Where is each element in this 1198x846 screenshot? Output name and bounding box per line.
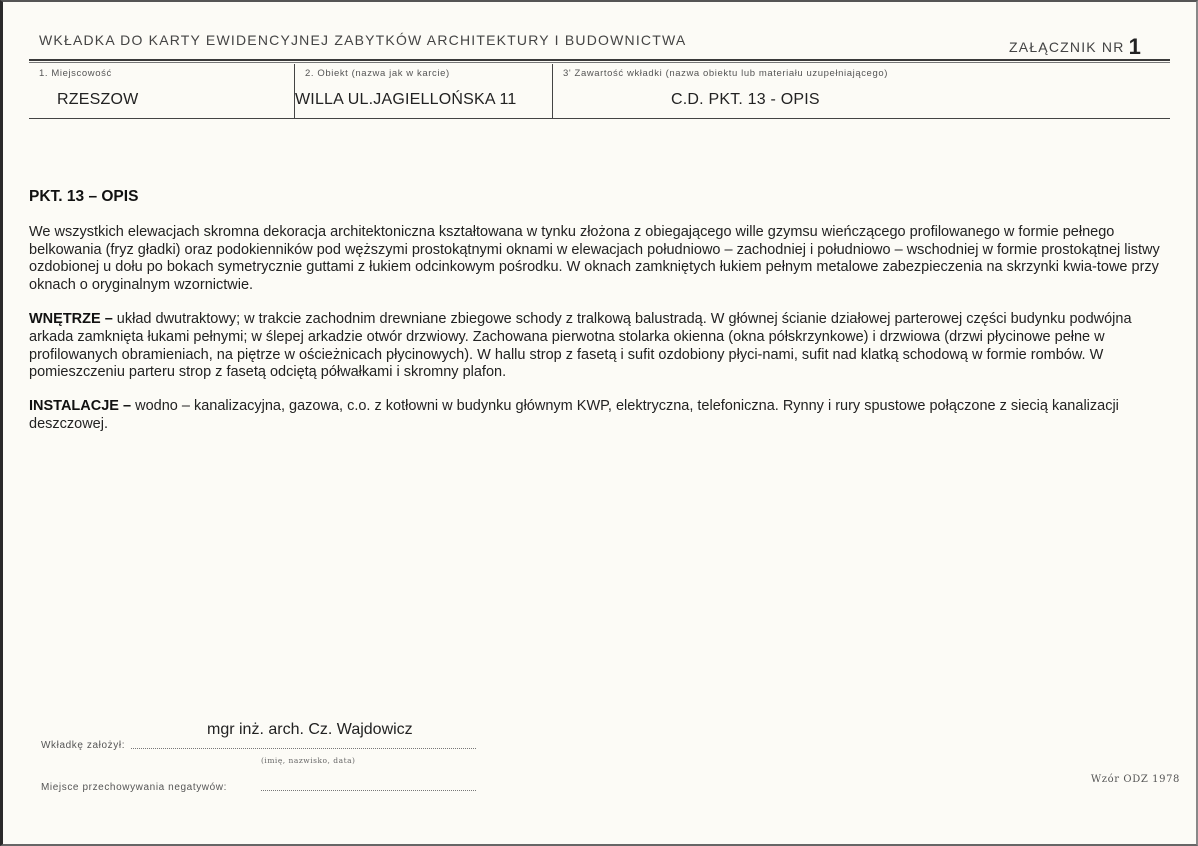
interior-heading: WNĘTRZE –	[29, 310, 113, 327]
content-label: 3' Zawartość wkładki (nazwa obiektu lub materiału uzupełniającego)	[563, 68, 888, 79]
locality-value: RZESZOW	[57, 91, 139, 108]
header-rule	[29, 59, 1170, 61]
locality-label: 1. Miejscowość	[39, 68, 112, 79]
paragraph-elevations: We wszystkich elewacjach skromna dekoracja architektoniczna kształtowana w tynku złożona z obiegającego wille gzymsu wieńczącego profilowanego w formie pełnego belkowania (fryz gładki) oraz podokienników pod węższymi prostokątnymi oknami w elewacjach południowo – zachodniej i południowo – wschodniej w formie prostokątnej listwy ozdobionej u dołu po bokach symetrycznie guttami z łukiem odcinkowym pośrodku. W oknach zamkniętych łukiem pełnym metalowe zabezpieczenia na skrzynki kwia-towe przy oknach o oryginalnym wzornictwie.	[29, 223, 1160, 294]
interior-text: układ dwutraktowy; w trakcie zachodnim drewniane zbiegowe schody z tralkową balustradą. W głównej ścianie działowej parterowej części budynku podwójna arkada zamknięta łukami pełnymi; w ślepej arkadzie otwór drzwiowy. Zachowana pierwotna stolarka okienna (okna półskrzynkowe) i drzwiowa (drzwi płycinowe pełne w profilowanych obramieniach, na piętrze w ościeżnicach płycinowych). W hallu strop z fasetą i sufit ozdobiony płyci-nami, sufit nad klatką schodową w formie rombów. W pomieszczeniu parteru strop z fasetą odciętą półwałkami i skromny plafon.	[29, 310, 1132, 381]
object-value: WILLA UL.JAGIELLOŃSKA 11	[295, 91, 517, 108]
header-rule-thin	[29, 62, 1170, 63]
object-label: 2. Obiekt (nazwa jak w karcie)	[305, 68, 450, 79]
field-values-row	[29, 82, 1170, 118]
section-title: PKT. 13 – OPIS	[29, 188, 139, 205]
form-code: Wzór ODZ 1978	[1090, 774, 1180, 785]
author-signature: mgr inż. arch. Cz. Wajdowicz	[207, 721, 413, 738]
annex-label	[1009, 32, 1142, 58]
installations-text: wodno – kanalizacyjna, gazowa, c.o. z kotłowni w budynku głównym KWP, elektryczna, telefoniczna. Rynny i rury spustowe połączone z siecią kanalizacji deszczowej.	[29, 398, 1119, 432]
storage-dotted-line	[261, 790, 476, 791]
form-title: WKŁADKA DO KARTY EWIDENCYJNEJ ZABYTKÓW ARCHITEKTURY I BUDOWNICTWA	[39, 32, 687, 48]
paragraph-installations	[29, 398, 1166, 434]
fields-bottom-rule	[29, 118, 1170, 119]
author-label: Wkładkę założył:	[41, 740, 126, 751]
paragraph-interior	[29, 311, 1166, 382]
annex-number: 1	[1128, 34, 1142, 59]
description-body	[29, 188, 1166, 450]
annex-label-text: ZAŁĄCZNIK NR	[1009, 39, 1125, 55]
field-labels-row	[29, 64, 1170, 82]
content-value: C.D. PKT. 13 - OPIS	[671, 91, 820, 108]
storage-label: Miejsce przechowywania negatywów:	[41, 782, 227, 793]
installations-heading: INSTALACJE –	[29, 398, 132, 415]
author-caption: (imię, nazwisko, data)	[261, 756, 356, 765]
author-dotted-line	[131, 748, 476, 749]
